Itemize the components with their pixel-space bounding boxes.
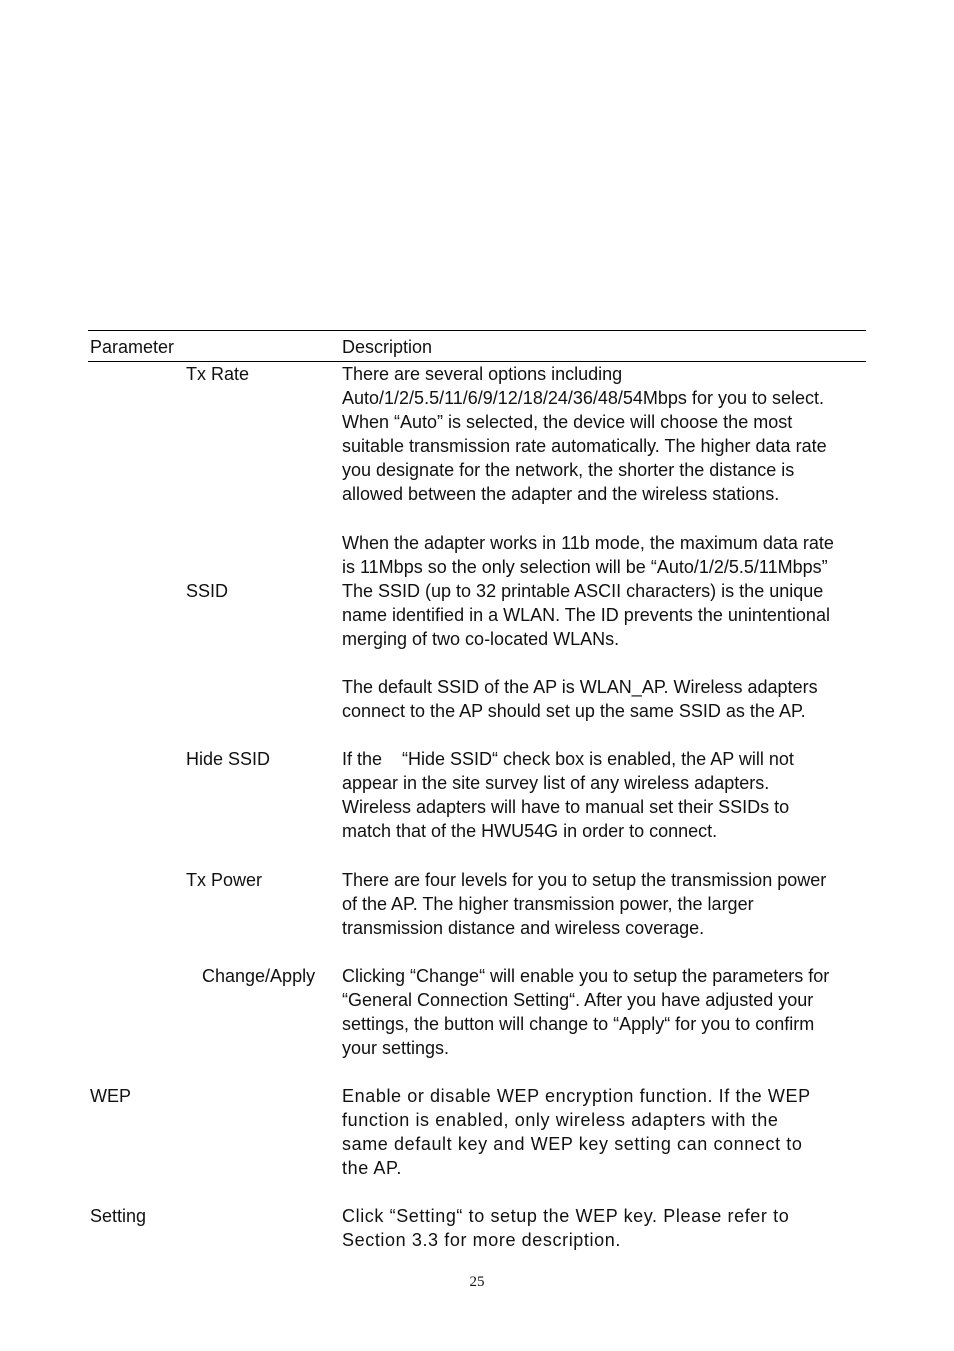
desc-line: function is enabled, only wireless adapters with the xyxy=(342,1110,779,1130)
desc-hide-ssid xyxy=(342,747,866,843)
desc-line: Section 3.3 for more description. xyxy=(342,1230,621,1250)
desc-change-apply xyxy=(342,964,866,1060)
desc-ssid xyxy=(342,579,866,651)
desc-line: Wireless adapters will have to manual set their SSIDs to xyxy=(342,797,790,817)
desc-line: match that of the HWU54G in order to connect. xyxy=(342,821,718,841)
header-description: Description xyxy=(342,337,433,357)
param-label-wep: WEP xyxy=(90,1086,132,1106)
desc-line: When “Auto” is selected, the device will choose the most xyxy=(342,412,793,432)
param-label-tx-rate: Tx Rate xyxy=(186,364,250,384)
desc-setting xyxy=(342,1204,866,1252)
desc-line: If the “Hide SSID“ check box is enabled, the AP will not xyxy=(342,749,794,769)
param-label-tx-power: Tx Power xyxy=(186,870,263,890)
desc-line: “General Connection Setting“. After you have adjusted your xyxy=(342,990,814,1010)
desc-wep xyxy=(342,1084,866,1180)
desc-line: Click “Setting“ to setup the WEP key. Please refer to xyxy=(342,1206,790,1226)
desc-line: The SSID (up to 32 printable ASCII characters) is the unique xyxy=(342,581,824,601)
desc-ssid-default xyxy=(342,675,866,723)
desc-line: same default key and WEP key setting can connect to xyxy=(342,1134,803,1154)
desc-line: of the AP. The higher transmission power, the larger xyxy=(342,894,754,914)
desc-line: name identified in a WLAN. The ID prevents the unintentional xyxy=(342,605,830,625)
desc-line: Enable or disable WEP encryption function. If the WEP xyxy=(342,1086,811,1106)
desc-line: connect to the AP should set up the same SSID as the AP. xyxy=(342,701,806,721)
desc-line: The default SSID of the AP is WLAN_AP. Wireless adapters xyxy=(342,677,818,697)
param-label-hide-ssid: Hide SSID xyxy=(186,749,271,769)
desc-line: is 11Mbps so the only selection will be “Auto/1/2/5.5/11Mbps” xyxy=(342,557,828,577)
param-label-change-apply: Change/Apply xyxy=(202,966,316,986)
desc-line: There are four levels for you to setup the transmission power xyxy=(342,870,827,890)
desc-line: your settings. xyxy=(342,1038,450,1058)
desc-line: settings, the button will change to “Apply“ for you to confirm xyxy=(342,1014,815,1034)
header-parameter: Parameter xyxy=(90,337,175,357)
desc-line: allowed between the adapter and the wireless stations. xyxy=(342,484,780,504)
desc-line: Auto/1/2/5.5/11/6/9/12/18/24/36/48/54Mbps for you to select. xyxy=(342,388,825,408)
desc-line: merging of two co-located WLANs. xyxy=(342,629,620,649)
table-top-rule xyxy=(88,330,866,331)
desc-line: the AP. xyxy=(342,1158,402,1178)
desc-line: you designate for the network, the shorter the distance is xyxy=(342,460,795,480)
desc-tx-rate-11b xyxy=(342,531,866,579)
desc-line: appear in the site survey list of any wireless adapters. xyxy=(342,773,770,793)
param-label-setting: Setting xyxy=(90,1206,147,1226)
param-label-ssid: SSID xyxy=(186,581,229,601)
desc-tx-power xyxy=(342,868,866,940)
desc-line: When the adapter works in 11b mode, the maximum data rate xyxy=(342,533,834,553)
desc-line: suitable transmission rate automatically. The higher data rate xyxy=(342,436,827,456)
desc-line: Clicking “Change“ will enable you to setup the parameters for xyxy=(342,966,830,986)
desc-line: There are several options including xyxy=(342,364,623,384)
page-number: 25 xyxy=(469,1274,485,1290)
desc-tx-rate xyxy=(342,362,866,506)
desc-line: transmission distance and wireless coverage. xyxy=(342,918,705,938)
